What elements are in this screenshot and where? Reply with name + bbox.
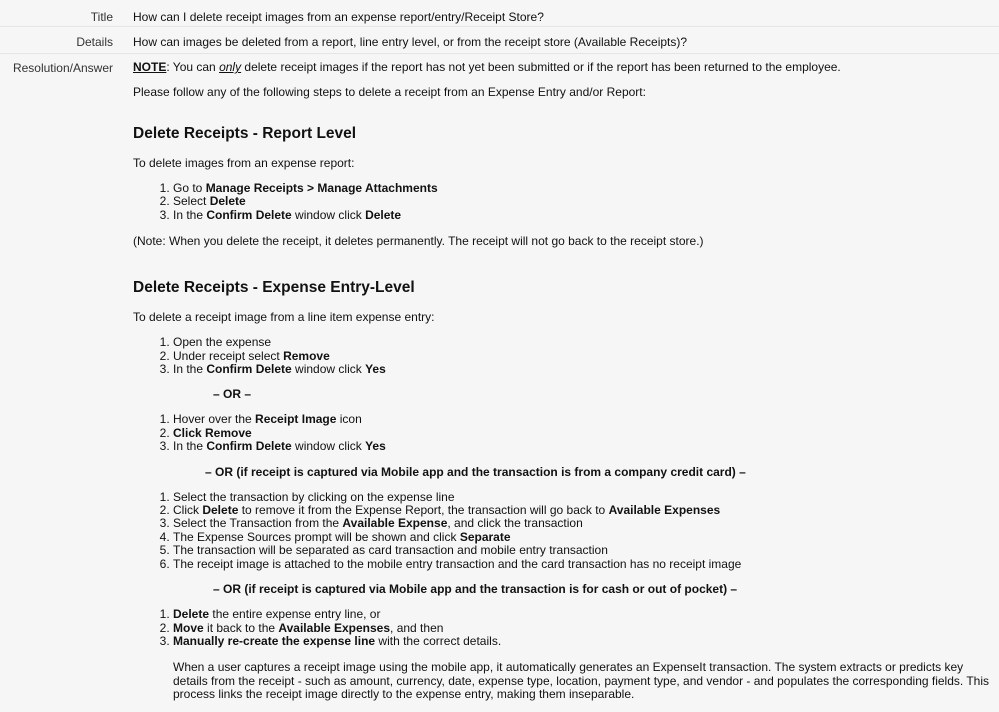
title-value: How can I delete receipt images from an expense report/entry/Receipt Store?	[133, 10, 544, 24]
resolution-row	[0, 54, 999, 702]
entry-level-steps-c	[133, 491, 999, 571]
list-item: 3. In the Confirm Delete window click Yes	[173, 440, 999, 453]
list-item: 3. Select the Transaction from the Available Expense, and click the transaction	[173, 517, 999, 530]
list-item: 1. Select the transaction by clicking on the expense line	[173, 491, 999, 504]
list-item: 1. Open the expense	[173, 336, 999, 349]
note-label: NOTE	[133, 60, 167, 74]
list-item: 3. In the Confirm Delete window click Delete	[173, 209, 999, 222]
list-item: 2. Move it back to the Available Expenses, and then	[173, 622, 999, 635]
entry-level-steps-d	[133, 608, 999, 648]
list-item: 2. Click Remove	[173, 427, 999, 440]
list-item: 3. In the Confirm Delete window click Yes	[173, 363, 999, 376]
list-item: 6. The receipt image is attached to the mobile entry transaction and the card transaction has no receipt image	[173, 558, 999, 571]
resolution-body	[133, 60, 999, 702]
entry-level-steps-a	[133, 336, 999, 376]
expenseit-paragraph: When a user captures a receipt image using the mobile app, it automatically generates an ExpenseIt transaction. The system extracts or predicts key details from the receipt - such as amount, currency, date, expense type, location, payment type, and vendor - and populates the corresponding fields. This process links the receipt image directly to the expense entry, making them inseparable.	[173, 660, 990, 702]
report-level-steps	[133, 182, 999, 222]
list-item: 1. Delete the entire expense entry line, or	[173, 608, 999, 621]
list-item: 5. The transaction will be separated as card transaction and mobile entry transaction	[173, 544, 999, 557]
entry-level-heading: Delete Receipts - Expense Entry-Level	[133, 279, 415, 297]
note-paragraph: NOTE: You can only delete receipt images if the report has not yet been submitted or if the report has been returned to the employee.	[133, 60, 841, 74]
report-level-note: (Note: When you delete the receipt, it deletes permanently. The receipt will not go back to the receipt store.)	[133, 234, 704, 249]
list-item: 2. Under receipt select Remove	[173, 350, 999, 363]
entry-level-steps-b	[133, 413, 999, 453]
list-item: 2. Click Delete to remove it from the Expense Report, the transaction will go back to Available Expenses	[173, 504, 999, 517]
intro-paragraph: Please follow any of the following steps to delete a receipt from an Expense Entry and/or Report:	[133, 85, 646, 99]
list-item: 3. Manually re-create the expense line with the correct details.	[173, 635, 999, 648]
title-row	[0, 0, 999, 27]
list-item: 4. The Expense Sources prompt will be shown and click Separate	[173, 531, 999, 544]
title-label: Title	[90, 10, 113, 24]
or-separator-1: – OR –	[213, 387, 252, 402]
list-item: 1. Hover over the Receipt Image icon	[173, 413, 999, 426]
list-item: 2. Select Delete	[173, 195, 999, 208]
details-row	[0, 27, 999, 54]
details-label: Details	[76, 35, 113, 49]
report-level-heading: Delete Receipts - Report Level	[133, 125, 357, 142]
resolution-label: Resolution/Answer	[12, 61, 113, 75]
list-item: 1. Go to Manage Receipts > Manage Attachments	[173, 182, 999, 195]
note-only: only	[219, 60, 242, 74]
or-separator-3: – OR (if receipt is captured via Mobile app and the transaction is for cash or out of pocket) –	[213, 582, 738, 597]
or-separator-2: – OR (if receipt is captured via Mobile app and the transaction is from a company credit card) –	[205, 464, 746, 479]
report-level-intro: To delete images from an expense report:	[133, 156, 355, 170]
details-value: How can images be deleted from a report, line entry level, or from the receipt store (Available Receipts)?	[133, 35, 688, 49]
entry-level-intro: To delete a receipt image from a line item expense entry:	[133, 310, 435, 325]
